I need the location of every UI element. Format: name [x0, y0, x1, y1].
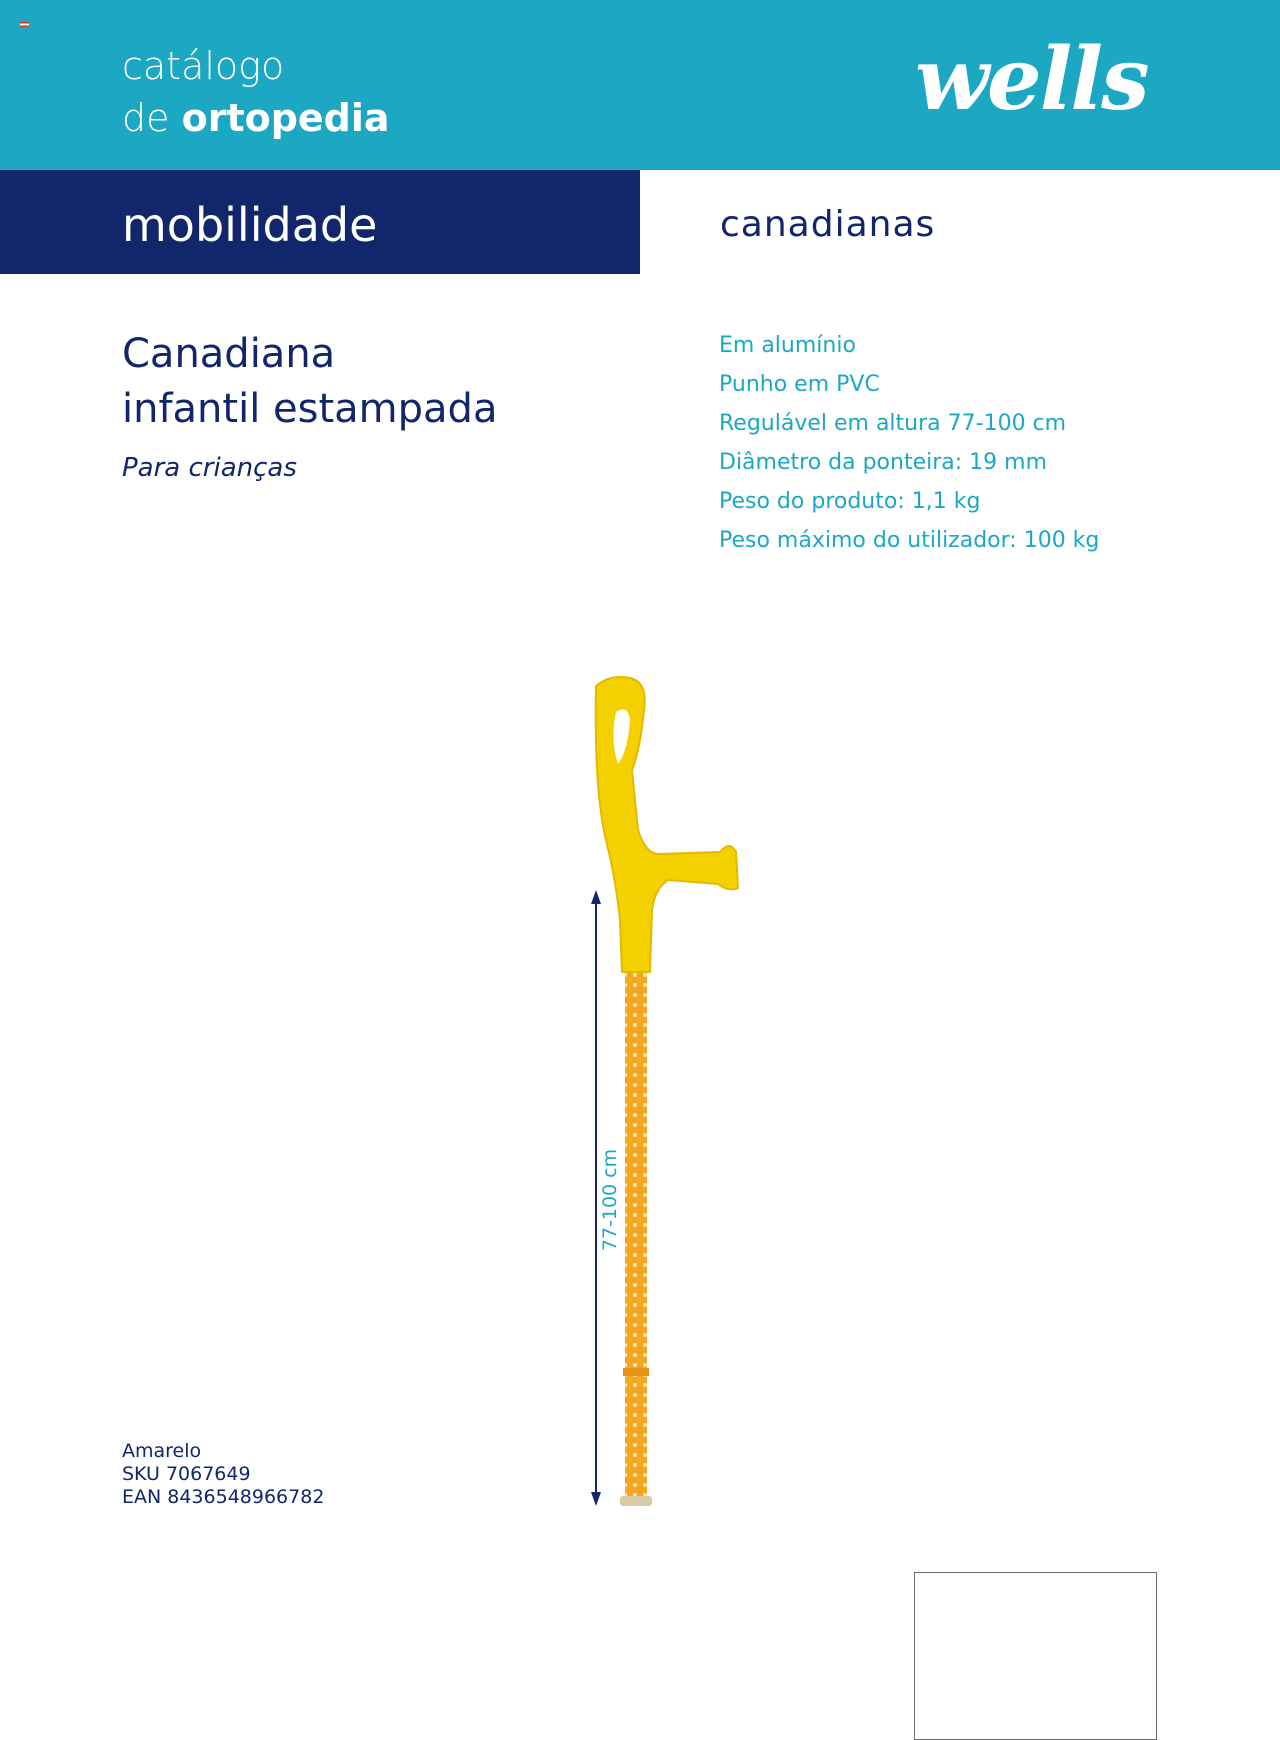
product-image [460, 640, 790, 1510]
spec-list [719, 328, 1099, 562]
product-title-line2: infantil estampada [122, 386, 498, 432]
arrow-down-icon [591, 1492, 601, 1506]
spec-item: Peso máximo do utilizador: 100 kg [719, 528, 1100, 553]
section-subcategory: canadianas [720, 204, 936, 245]
dimension-label: 77-100 cm [599, 1148, 621, 1252]
catalog-title-line2-light: de [122, 96, 182, 140]
header-bar [0, 0, 1280, 170]
product-title-line1: Canadiana [122, 331, 336, 377]
code-box [914, 1572, 1157, 1740]
spec-item: Peso do produto: 1,1 kg [719, 489, 981, 514]
product-title [122, 327, 642, 437]
catalog-title-line2-bold: ortopedia [181, 96, 390, 140]
spec-item: Diâmetro da ponteira: 19 mm [719, 450, 1048, 475]
section-category: mobilidade [122, 198, 378, 252]
crutch-adjuster [623, 1368, 649, 1376]
product-color: Amarelo [122, 1440, 202, 1462]
catalog-title [122, 40, 390, 144]
catalog-title-line1: catálogo [122, 44, 285, 88]
flag-icon [20, 22, 29, 27]
spec-item: Punho em PVC [719, 372, 880, 397]
crutch-illustration [460, 640, 790, 1510]
spec-item: Regulável em altura 77-100 cm [719, 411, 1067, 436]
product-ean: EAN 8436548966782 [122, 1486, 325, 1508]
crutch-tube [625, 970, 647, 1500]
arrow-up-icon [591, 890, 601, 904]
catalog-title-line2 [122, 92, 390, 144]
product-sku: SKU 7067649 [122, 1463, 251, 1485]
spec-item: Em alumínio [719, 333, 856, 358]
product-subtitle: Para crianças [122, 453, 297, 483]
product-meta [122, 1440, 324, 1509]
crutch-tip [620, 1496, 652, 1506]
brand-logo: wells [915, 29, 1148, 130]
